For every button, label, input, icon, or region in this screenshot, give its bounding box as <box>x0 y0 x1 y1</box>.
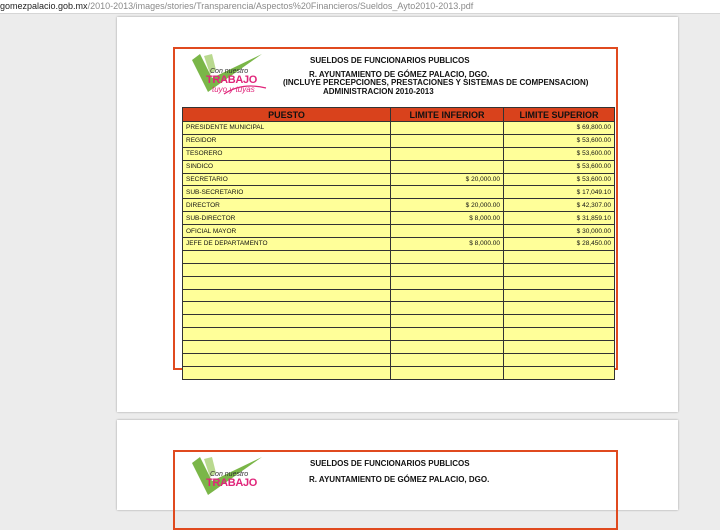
limite-inferior-cell <box>391 354 504 367</box>
limite-inferior-cell <box>391 160 504 173</box>
trabajo-logo <box>190 52 270 100</box>
table-row <box>183 212 615 225</box>
document-frame <box>173 47 618 370</box>
table-row <box>183 302 615 315</box>
pdf-page-1 <box>117 17 678 412</box>
puesto-cell <box>183 354 391 367</box>
limite-superior-cell <box>504 315 615 328</box>
logo-tagline-3: tuyo y tuyas <box>212 85 255 94</box>
limite-inferior-cell <box>391 276 504 289</box>
limite-inferior-cell <box>391 186 504 199</box>
limite-superior-cell <box>504 341 615 354</box>
puesto-cell <box>183 328 391 341</box>
limite-superior-cell <box>504 289 615 302</box>
logo-tagline-1: Con nuestro <box>210 471 249 478</box>
table-row <box>183 328 615 341</box>
limite-superior-cell <box>504 366 615 379</box>
puesto-cell: DIRECTOR <box>183 199 391 212</box>
puesto-cell: SECRETARIO <box>183 173 391 186</box>
limite-superior-cell <box>504 263 615 276</box>
puesto-cell: SUB-DIRECTOR <box>183 212 391 225</box>
limite-inferior-cell <box>391 263 504 276</box>
puesto-cell <box>183 341 391 354</box>
puesto-cell: SUB-SECRETARIO <box>183 186 391 199</box>
document-title-2: SUELDOS DE FUNCIONARIOS PUBLICOS <box>310 459 470 468</box>
puesto-cell <box>183 250 391 263</box>
puesto-cell <box>183 276 391 289</box>
limite-inferior-cell: $ 8,000.00 <box>391 212 504 225</box>
puesto-cell <box>183 366 391 379</box>
url-domain: gomezpalacio.gob.mx <box>0 1 88 11</box>
table-row <box>183 289 615 302</box>
puesto-cell: SINDICO <box>183 160 391 173</box>
document-entity: R. AYUNTAMIENTO DE GÓMEZ PALACIO, DGO. <box>309 70 490 79</box>
limite-superior-cell: $ 42,307.00 <box>504 199 615 212</box>
table-row <box>183 186 615 199</box>
table-row <box>183 160 615 173</box>
puesto-cell: PRESIDENTE MUNICIPAL <box>183 122 391 135</box>
table-row <box>183 263 615 276</box>
limite-superior-cell: $ 28,450.00 <box>504 238 615 251</box>
limite-inferior-cell <box>391 302 504 315</box>
puesto-cell <box>183 302 391 315</box>
limite-inferior-cell: $ 20,000.00 <box>391 199 504 212</box>
table-row <box>183 315 615 328</box>
limite-superior-cell <box>504 302 615 315</box>
document-period: ADMINISTRACION 2010-2013 <box>323 87 434 96</box>
limite-superior-cell <box>504 328 615 341</box>
col-header-puesto: PUESTO <box>183 108 391 122</box>
puesto-cell: OFICIAL MAYOR <box>183 225 391 238</box>
limite-superior-cell <box>504 250 615 263</box>
limite-inferior-cell <box>391 250 504 263</box>
table-row <box>183 147 615 160</box>
limite-inferior-cell <box>391 134 504 147</box>
table-row <box>183 134 615 147</box>
limite-superior-cell: $ 30,000.00 <box>504 225 615 238</box>
logo-tagline-2: TRABAJO <box>206 74 258 86</box>
table-row <box>183 250 615 263</box>
limite-inferior-cell <box>391 341 504 354</box>
limite-inferior-cell <box>391 289 504 302</box>
limite-inferior-cell: $ 8,000.00 <box>391 238 504 251</box>
salary-table <box>182 107 615 380</box>
limite-inferior-cell <box>391 122 504 135</box>
limite-inferior-cell <box>391 147 504 160</box>
table-row <box>183 199 615 212</box>
puesto-cell: JEFE DE DEPARTAMENTO <box>183 238 391 251</box>
url-path: /2010-2013/images/stories/Transparencia/Aspectos%20Financieros/Sueldos_Ayto2010-2013.pdf <box>87 1 474 11</box>
logo-tagline-1: Con nuestro <box>210 68 249 75</box>
logo-tagline-2: TRABAJO <box>206 477 258 489</box>
limite-superior-cell: $ 53,600.00 <box>504 147 615 160</box>
col-header-limite-inferior: LIMITE INFERIOR <box>391 108 504 122</box>
puesto-cell <box>183 263 391 276</box>
trabajo-logo-2 <box>190 455 270 503</box>
col-header-limite-superior: LIMITE SUPERIOR <box>504 108 615 122</box>
table-header-row <box>183 108 615 122</box>
limite-inferior-cell: $ 20,000.00 <box>391 173 504 186</box>
puesto-cell <box>183 315 391 328</box>
puesto-cell: TESORERO <box>183 147 391 160</box>
puesto-cell: REGIDOR <box>183 134 391 147</box>
limite-superior-cell: $ 31,859.10 <box>504 212 615 225</box>
limite-superior-cell: $ 17,049.10 <box>504 186 615 199</box>
limite-superior-cell: $ 53,600.00 <box>504 160 615 173</box>
puesto-cell <box>183 289 391 302</box>
limite-inferior-cell <box>391 315 504 328</box>
table-row <box>183 354 615 367</box>
limite-inferior-cell <box>391 225 504 238</box>
limite-superior-cell <box>504 354 615 367</box>
table-row <box>183 366 615 379</box>
table-row <box>183 122 615 135</box>
table-row <box>183 341 615 354</box>
document-subtitle: (INCLUYE PERCEPCIONES, PRESTACIONES Y SISTEMAS DE COMPENSACION) <box>283 78 589 87</box>
document-frame-2 <box>173 450 618 530</box>
limite-inferior-cell <box>391 366 504 379</box>
document-entity-2: R. AYUNTAMIENTO DE GÓMEZ PALACIO, DGO. <box>309 475 490 484</box>
limite-superior-cell: $ 53,600.00 <box>504 173 615 186</box>
table-row <box>183 276 615 289</box>
table-row <box>183 238 615 251</box>
table-row <box>183 173 615 186</box>
limite-superior-cell: $ 69,800.00 <box>504 122 615 135</box>
document-title: SUELDOS DE FUNCIONARIOS PUBLICOS <box>310 56 470 65</box>
limite-inferior-cell <box>391 328 504 341</box>
limite-superior-cell <box>504 276 615 289</box>
limite-superior-cell: $ 53,600.00 <box>504 134 615 147</box>
address-bar[interactable] <box>0 0 720 14</box>
table-row <box>183 225 615 238</box>
pdf-page-2 <box>117 420 678 510</box>
